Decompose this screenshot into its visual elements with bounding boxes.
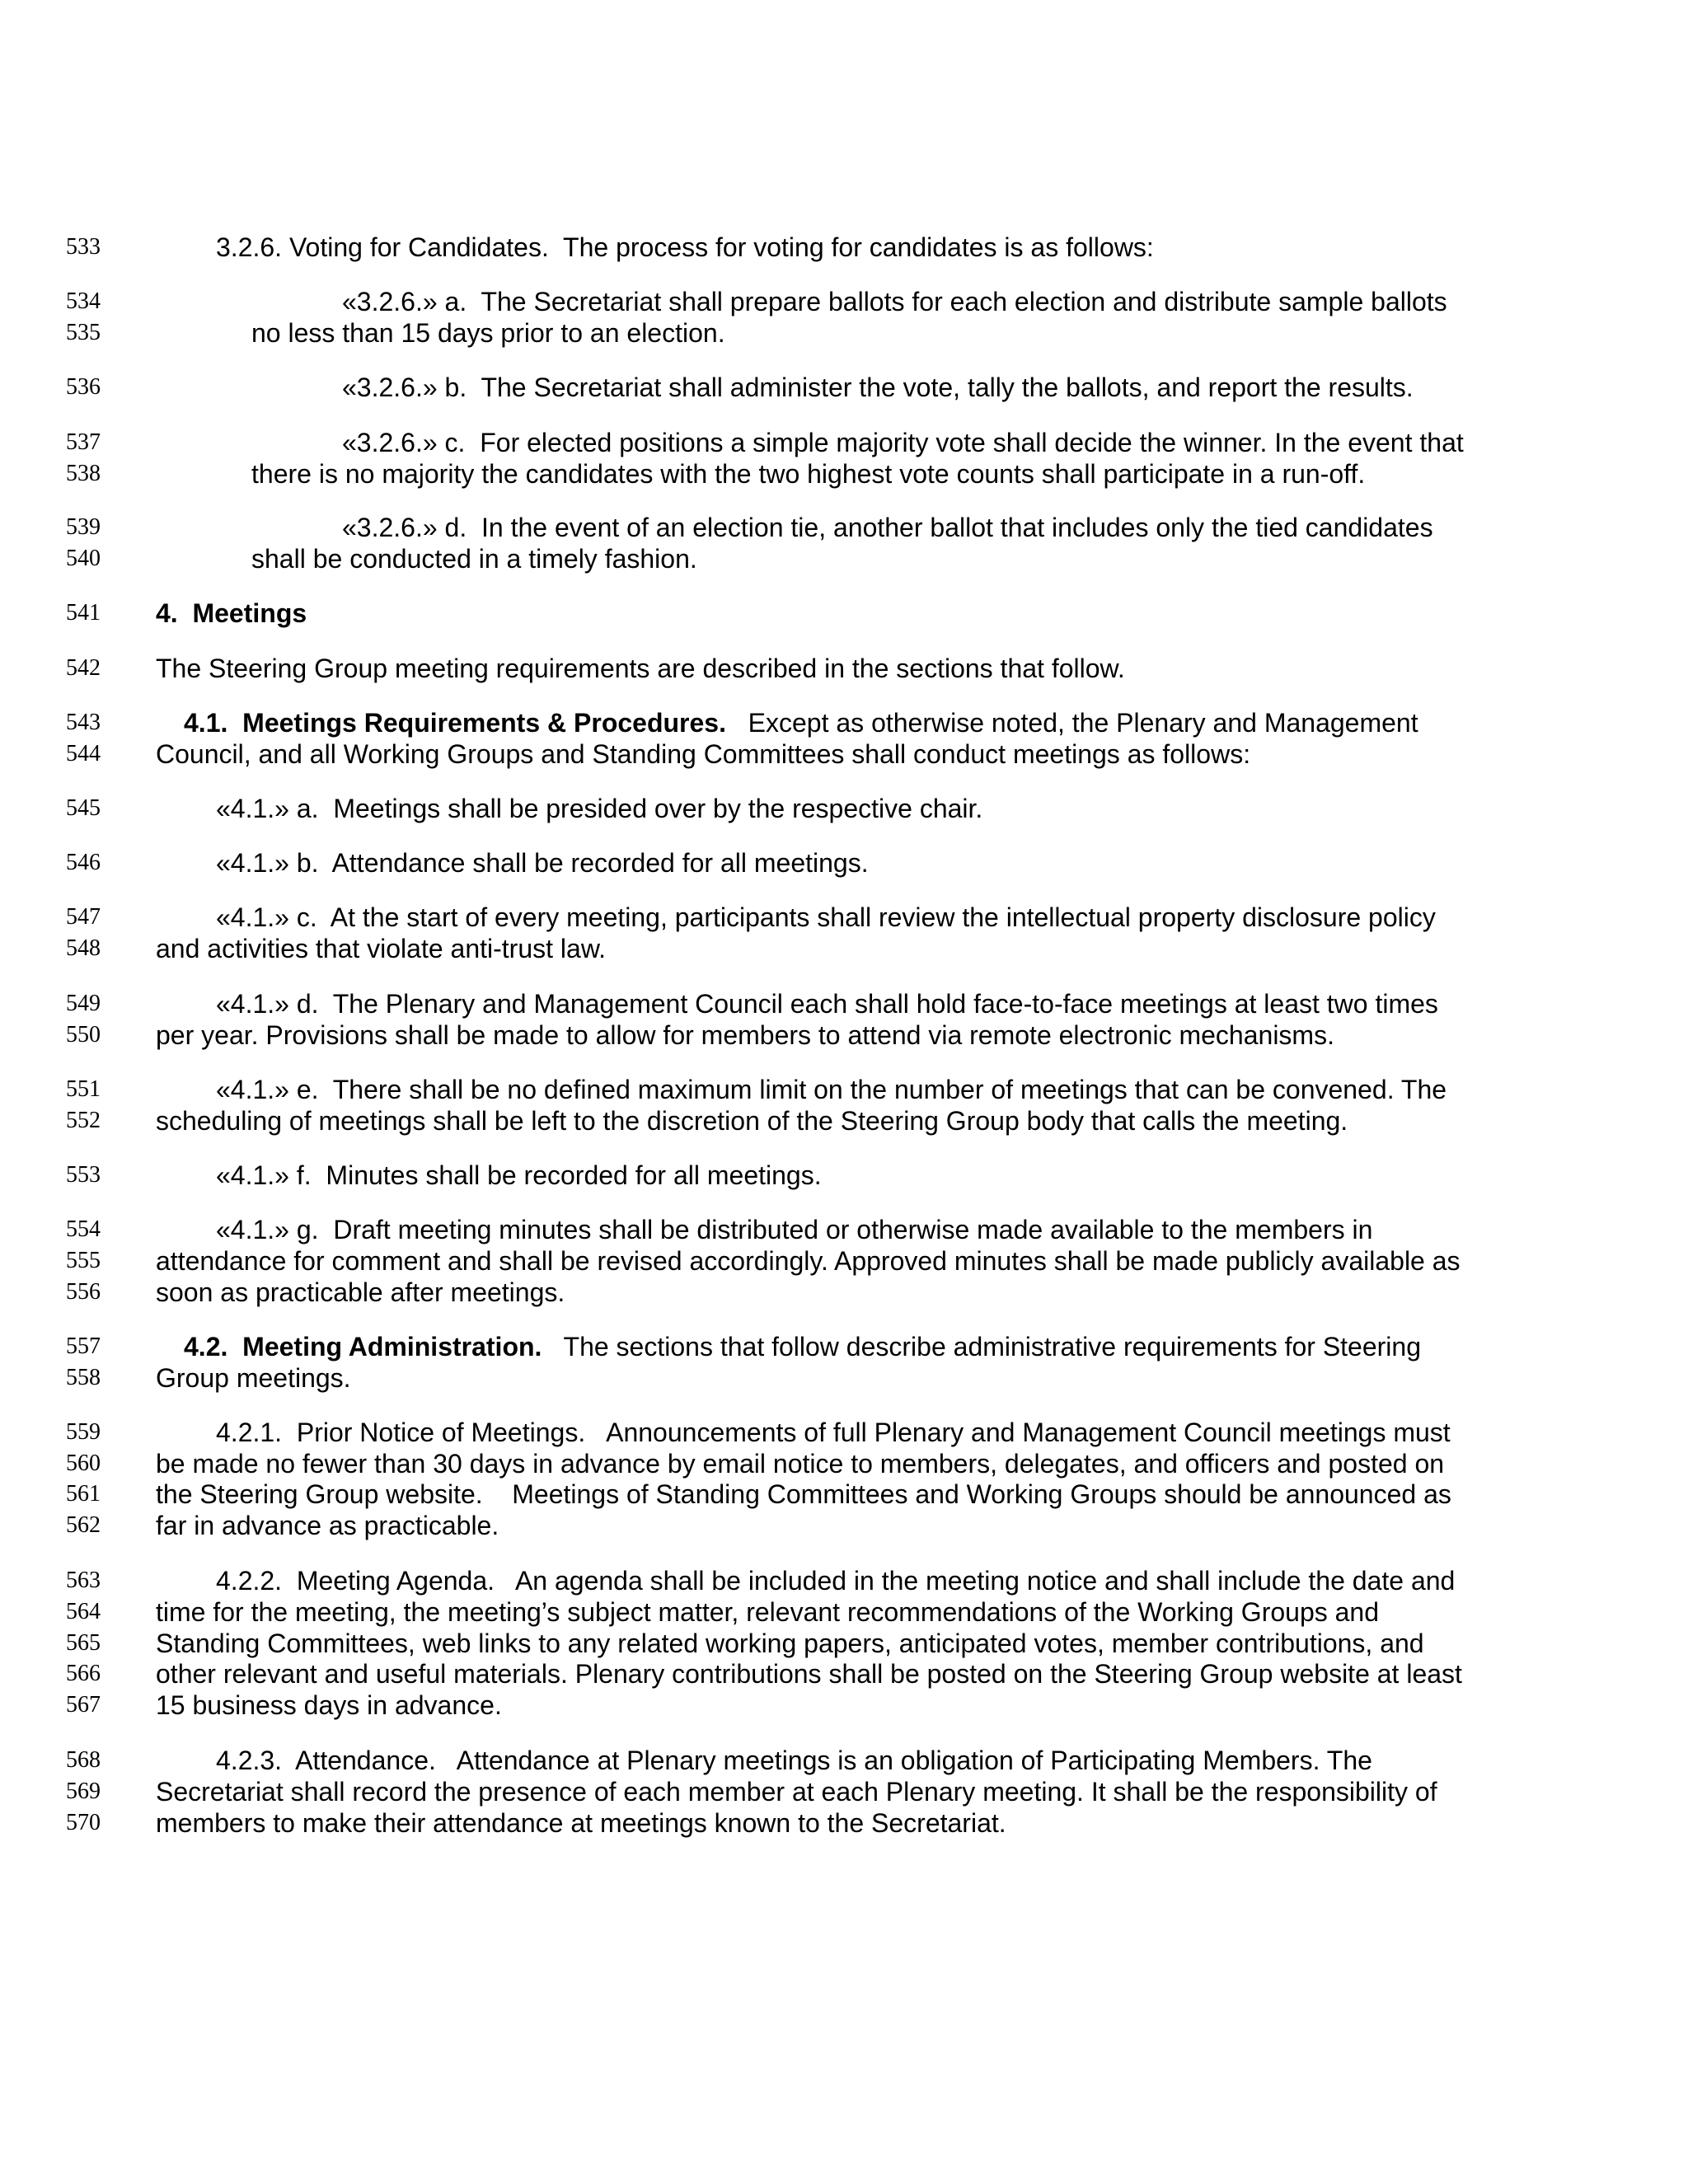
document-line xyxy=(0,1564,1688,1597)
document-line xyxy=(0,932,1688,965)
line-text xyxy=(184,1330,1421,1363)
document-line xyxy=(0,1744,1688,1777)
line-number: 535 xyxy=(66,320,101,345)
line-number: 565 xyxy=(66,1630,101,1656)
body-text: be made no fewer than 30 days in advance by email notice to members, delegates, and officers and posted on xyxy=(156,1449,1445,1479)
document-line xyxy=(0,1019,1688,1052)
line-number: 542 xyxy=(66,655,101,681)
line-number: 546 xyxy=(66,850,101,875)
body-text: and activities that violate anti-trust law. xyxy=(156,934,607,963)
line-text xyxy=(216,987,1438,1020)
line-text xyxy=(342,426,1464,459)
body-text: soon as practicable after meetings. xyxy=(156,1277,565,1307)
body-text: Secretariat shall record the presence of each member at each Plenary meeting. It shall be the responsibility of xyxy=(156,1777,1437,1807)
line-number: 566 xyxy=(66,1661,101,1686)
line-number: 536 xyxy=(66,374,101,400)
line-text xyxy=(216,901,1436,934)
document-line xyxy=(0,1244,1688,1277)
body-text: «4.1.» f. Minutes shall be recorded for all meetings. xyxy=(216,1160,822,1190)
line-number: 551 xyxy=(66,1076,101,1102)
line-text xyxy=(156,1807,1006,1840)
document-line xyxy=(0,738,1688,771)
line-number: 534 xyxy=(66,288,101,314)
document-line xyxy=(0,1447,1688,1480)
document-line xyxy=(0,706,1688,739)
body-text: there is no majority the candidates with the two highest vote counts shall participate in a run-off. xyxy=(251,459,1366,489)
document-line xyxy=(0,652,1688,685)
body-text: «4.1.» d. The Plenary and Management Council each shall hold face-to-face meetings at least two times xyxy=(216,989,1438,1019)
document-line xyxy=(0,1213,1688,1246)
line-text xyxy=(156,1019,1334,1052)
body-text: «4.1.» e. There shall be no defined maximum limit on the number of meetings that can be convened. The xyxy=(216,1075,1447,1104)
body-text: 4.2.2. Meeting Agenda. An agenda shall be included in the meeting notice and shall include the date and xyxy=(216,1566,1456,1596)
line-number: 559 xyxy=(66,1419,101,1445)
line-number: 540 xyxy=(66,546,101,571)
line-text xyxy=(156,1689,502,1722)
line-text xyxy=(216,1213,1372,1246)
document-line xyxy=(0,1073,1688,1106)
document-line xyxy=(0,426,1688,459)
body-text: members to make their attendance at meetings known to the Secretariat. xyxy=(156,1808,1006,1838)
body-text: Standing Committees, web links to any related working papers, anticipated votes, member contributions, and xyxy=(156,1629,1424,1658)
body-text: scheduling of meetings shall be left to the discretion of the Steering Group body that calls the meeting. xyxy=(156,1106,1348,1136)
line-text xyxy=(216,1159,822,1192)
line-text xyxy=(156,1361,351,1394)
document-line xyxy=(0,542,1688,575)
line-number: 558 xyxy=(66,1365,101,1390)
document-line xyxy=(0,987,1688,1020)
body-text: «4.1.» b. Attendance shall be recorded for all meetings. xyxy=(216,848,869,878)
body-text: «3.2.6.» b. The Secretariat shall administer the vote, tally the ballots, and report the results. xyxy=(342,373,1414,402)
body-text: the Steering Group website. Meetings of Standing Committees and Working Groups should be announced as xyxy=(156,1479,1451,1509)
line-text xyxy=(251,457,1365,490)
body-text: other relevant and useful materials. Plenary contributions shall be posted on the Steering Group website at least xyxy=(156,1659,1462,1689)
body-text: attendance for comment and shall be revised accordingly. Approved minutes shall be made publicly available as xyxy=(156,1246,1461,1276)
line-number: 568 xyxy=(66,1747,101,1773)
line-number: 561 xyxy=(66,1481,101,1507)
body-text: Group meetings. xyxy=(156,1363,351,1393)
document-line xyxy=(0,1775,1688,1808)
document-line xyxy=(0,1361,1688,1394)
line-number: 549 xyxy=(66,991,101,1016)
line-number: 541 xyxy=(66,600,101,626)
line-number: 543 xyxy=(66,710,101,735)
body-text: 15 business days in advance. xyxy=(156,1690,502,1720)
line-text xyxy=(216,1416,1451,1449)
document-line xyxy=(0,1596,1688,1629)
document-line xyxy=(0,371,1688,404)
body-text: 3.2.6. Voting for Candidates. The process for voting for candidates is as follows: xyxy=(216,232,1154,262)
line-text xyxy=(251,316,725,349)
line-text xyxy=(156,1447,1444,1480)
line-text xyxy=(156,597,307,630)
body-text: «3.2.6.» d. In the event of an election tie, another ballot that includes only the tied candidates xyxy=(342,513,1433,542)
document-line xyxy=(0,1478,1688,1511)
line-text xyxy=(342,371,1414,404)
body-text: 4.2.3. Attendance. Attendance at Plenary meetings is an obligation of Participating Members. The xyxy=(216,1746,1372,1775)
line-text xyxy=(216,1073,1447,1106)
line-number: 550 xyxy=(66,1022,101,1047)
body-text: The sections that follow describe administrative requirements for Steering xyxy=(542,1332,1421,1361)
body-text: «4.1.» c. At the start of every meeting, participants shall review the intellectual property disclosure policy xyxy=(216,902,1436,932)
line-text xyxy=(156,1657,1462,1690)
line-number: 556 xyxy=(66,1279,101,1305)
body-text: 4.2.1. Prior Notice of Meetings. Announcements of full Plenary and Management Council meetings must xyxy=(216,1418,1451,1447)
body-text: The Steering Group meeting requirements are described in the sections that follow. xyxy=(156,654,1125,683)
document-line xyxy=(0,1657,1688,1690)
line-text xyxy=(251,542,697,575)
line-number: 563 xyxy=(66,1568,101,1593)
line-number: 547 xyxy=(66,904,101,930)
line-text xyxy=(156,652,1125,685)
document-line xyxy=(0,846,1688,879)
line-number: 552 xyxy=(66,1108,101,1133)
line-text xyxy=(216,792,982,825)
document-line xyxy=(0,901,1688,934)
document-line xyxy=(0,1509,1688,1542)
line-number: 570 xyxy=(66,1810,101,1835)
document-line xyxy=(0,1159,1688,1192)
line-text xyxy=(156,738,1250,771)
line-text xyxy=(216,846,869,879)
body-text: «3.2.6.» c. For elected positions a simple majority vote shall decide the winner. In the event that xyxy=(342,428,1464,457)
document-line xyxy=(0,231,1688,264)
line-number: 538 xyxy=(66,461,101,486)
document-line xyxy=(0,511,1688,544)
line-text xyxy=(156,1104,1348,1137)
document-line xyxy=(0,1276,1688,1309)
section-heading: 4.1. Meetings Requirements & Procedures. xyxy=(184,708,726,738)
line-number: 560 xyxy=(66,1451,101,1476)
body-text: time for the meeting, the meeting’s subject matter, relevant recommendations of the Working Groups and xyxy=(156,1597,1380,1627)
document-line xyxy=(0,1689,1688,1722)
line-text xyxy=(184,706,1418,739)
document-line xyxy=(0,792,1688,825)
line-number: 548 xyxy=(66,935,101,961)
line-text xyxy=(156,1509,499,1542)
line-number: 567 xyxy=(66,1692,101,1718)
line-text xyxy=(342,511,1433,544)
document-line xyxy=(0,597,1688,630)
line-text xyxy=(216,1564,1455,1597)
body-text: «3.2.6.» a. The Secretariat shall prepare ballots for each election and distribute sample ballots xyxy=(342,287,1447,316)
line-number: 555 xyxy=(66,1248,101,1273)
line-number: 544 xyxy=(66,741,101,766)
document-line xyxy=(0,1330,1688,1363)
line-number: 564 xyxy=(66,1599,101,1624)
line-number: 562 xyxy=(66,1512,101,1538)
document-line xyxy=(0,285,1688,318)
document-line xyxy=(0,1627,1688,1660)
line-text xyxy=(156,1775,1437,1808)
body-text: shall be conducted in a timely fashion. xyxy=(251,544,697,574)
line-text xyxy=(216,1744,1372,1777)
line-number: 545 xyxy=(66,795,101,821)
body-text: Council, and all Working Groups and Standing Committees shall conduct meetings as follows: xyxy=(156,739,1251,769)
line-text xyxy=(216,231,1154,264)
body-text: «4.1.» g. Draft meeting minutes shall be distributed or otherwise made available to the members in xyxy=(216,1215,1373,1244)
line-number: 539 xyxy=(66,514,101,540)
document-line xyxy=(0,316,1688,349)
body-text: far in advance as practicable. xyxy=(156,1511,499,1540)
line-number: 537 xyxy=(66,429,101,455)
section-heading: 4.2. Meeting Administration. xyxy=(184,1332,542,1361)
document-line xyxy=(0,1807,1688,1840)
line-text xyxy=(156,1478,1451,1511)
body-text: Except as otherwise noted, the Plenary and Management xyxy=(725,708,1418,738)
section-heading: 4. Meetings xyxy=(156,598,307,628)
line-text xyxy=(156,1627,1424,1660)
line-text xyxy=(156,1244,1461,1277)
line-text xyxy=(156,1596,1379,1629)
line-number: 533 xyxy=(66,234,101,260)
document-line xyxy=(0,1104,1688,1137)
document-line xyxy=(0,457,1688,490)
line-number: 553 xyxy=(66,1162,101,1188)
body-text: «4.1.» a. Meetings shall be presided over by the respective chair. xyxy=(216,794,983,823)
document-line xyxy=(0,1416,1688,1449)
line-text xyxy=(156,932,606,965)
body-text: no less than 15 days prior to an election. xyxy=(251,318,725,348)
line-number: 554 xyxy=(66,1216,101,1242)
body-text: per year. Provisions shall be made to allow for members to attend via remote electronic mechanisms. xyxy=(156,1020,1334,1050)
line-number: 569 xyxy=(66,1779,101,1804)
line-text xyxy=(156,1276,565,1309)
line-text xyxy=(342,285,1447,318)
line-number: 557 xyxy=(66,1333,101,1359)
